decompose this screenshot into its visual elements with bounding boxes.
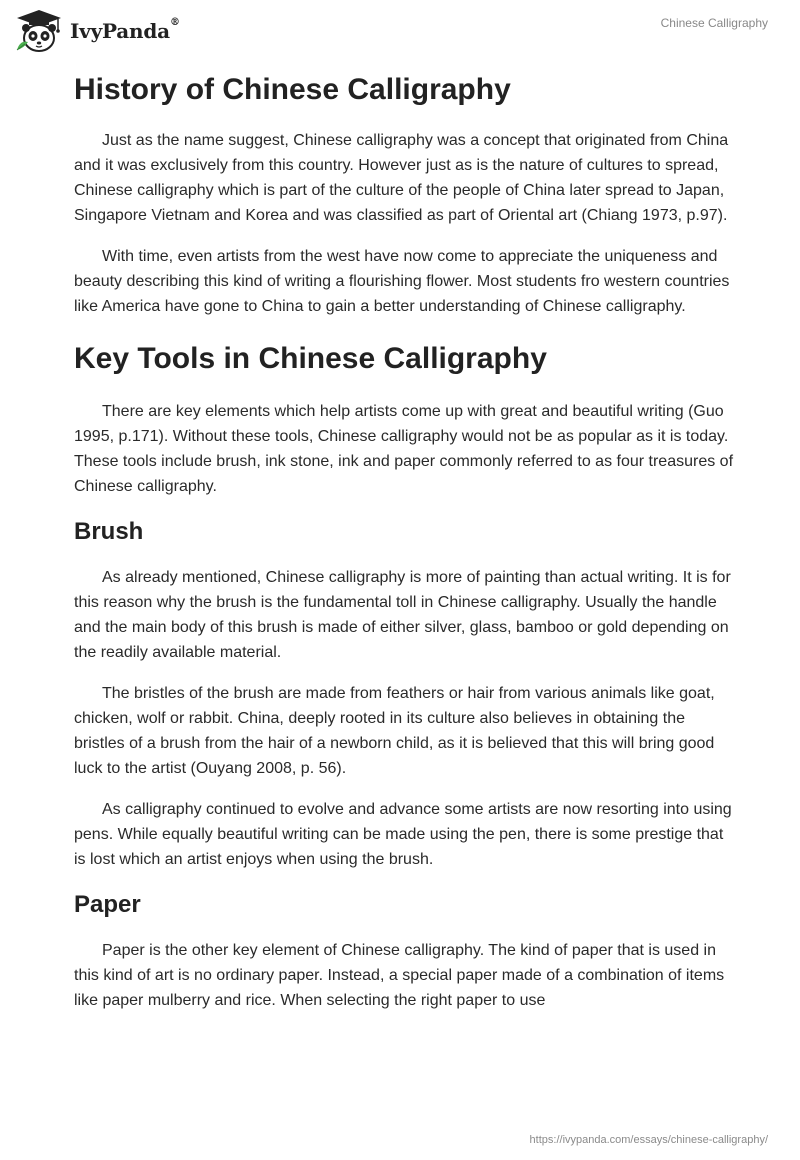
article-body: [74, 70, 734, 1013]
paragraph-history-1: Just as the name suggest, Chinese calligraphy was a concept that originated from China and it was exclusively from this country. However just as is the nature of cultures to spread, Chinese calligraphy which is part of the culture of the people of China later spread to Japan, Singapore Vietnam and Korea and was classified as part of Oriental art (Chiang 1973, p.97).: [74, 132, 729, 224]
heading-history: History of Chinese Calligraphy: [74, 73, 511, 106]
paragraph-brush-3: As calligraphy continued to evolve and advance some artists are now resorting into using pens. While equally beautiful writing can be made using the pen, there is some prestige that is lost which an artist enjoys when using the brush.: [74, 801, 732, 868]
page-header: [0, 0, 800, 60]
heading-brush: Brush: [74, 518, 144, 545]
ivypanda-logo[interactable]: [14, 8, 180, 54]
heading-key-tools: Key Tools in Chinese Calligraphy: [74, 342, 547, 375]
heading-paper: Paper: [74, 891, 141, 918]
registered-mark: ®: [169, 17, 180, 28]
logo-wordmark: IvyPanda®: [70, 17, 180, 43]
paragraph-brush-1: As already mentioned, Chinese calligraphy is more of painting than actual writing. It is for this reason why the brush is the fundamental toll in Chinese calligraphy. Usually the handle and the main body of this brush is made of either silver, glass, bamboo or gold depending on the readily available material.: [74, 569, 731, 661]
panda-graduate-icon: [14, 8, 64, 54]
paragraph-history-2: With time, even artists from the west have now come to appreciate the uniqueness and beauty describing this kind of writing a flourishing flower. Most students fro western countries like America have gone to China to gain a better understanding of Chinese calligraphy.: [74, 248, 730, 315]
paragraph-tools-1: There are key elements which help artists come up with great and beautiful writing (Guo 1995, p.171). Without these tools, Chinese calligraphy would not be as popular as it is today. These tools include brush, ink stone, ink and paper commonly referred to as four treasures of Chinese calligraphy.: [74, 403, 734, 495]
paragraph-paper-1: Paper is the other key element of Chinese calligraphy. The kind of paper that is used in this kind of art is no ordinary paper. Instead, a special paper made of a combination of items like paper mulberry and rice. When selecting the right paper to use: [74, 942, 725, 1009]
paragraph-brush-2: The bristles of the brush are made from feathers or hair from various animals like goat, chicken, wolf or rabbit. China, deeply rooted in its culture also believes in obtaining the bristles of a brush from the hair of a newborn child, as it is believed that this will bring good luck to the artist (Ouyang 2008, p. 56).: [74, 685, 715, 777]
document-title: Chinese Calligraphy: [660, 16, 768, 30]
source-url[interactable]: https://ivypanda.com/essays/chinese-calligraphy/: [529, 1134, 768, 1146]
